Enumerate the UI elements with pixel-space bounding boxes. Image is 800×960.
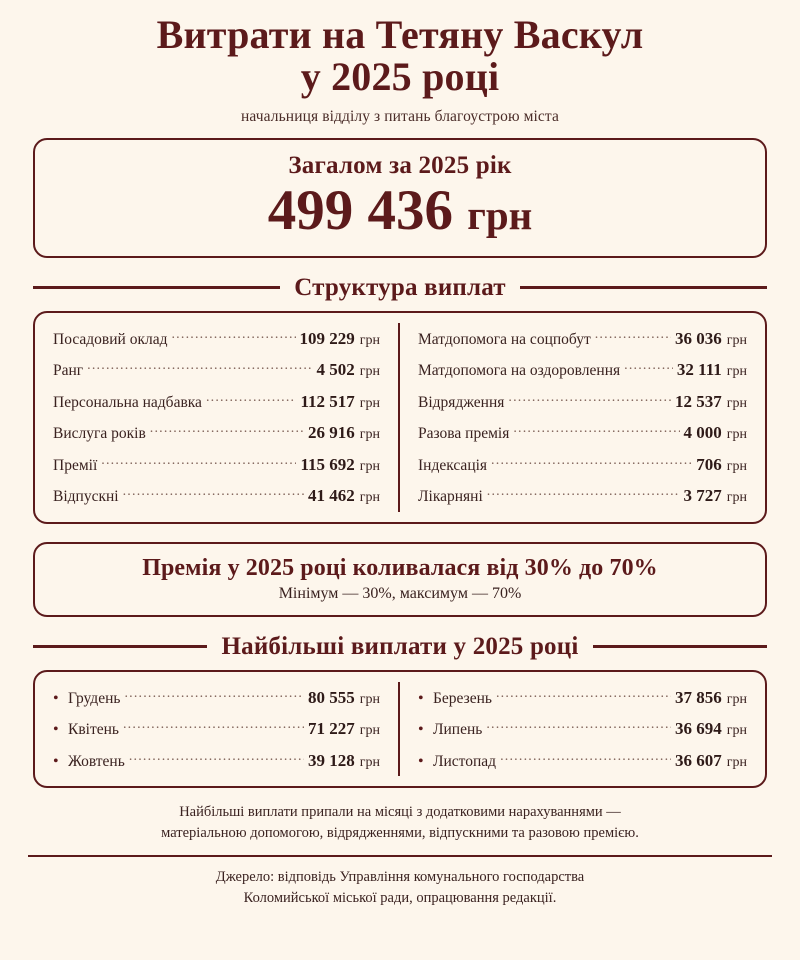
dot-leader [496, 687, 671, 703]
payout-label: Премії [53, 456, 98, 474]
dot-leader [487, 486, 680, 502]
payout-currency: грн [359, 458, 380, 474]
dot-leader [595, 328, 671, 344]
payout-currency: грн [726, 364, 747, 380]
dot-leader [171, 328, 295, 344]
dot-leader [101, 454, 296, 470]
premium-range-box [33, 542, 767, 617]
bullet-icon: • [53, 752, 59, 770]
dot-leader [124, 687, 304, 703]
payout-row [418, 745, 747, 777]
payout-value: 37 856 [675, 687, 722, 707]
payout-label: Вислуга років [53, 425, 146, 443]
payout-row [418, 713, 747, 745]
bullet-icon: • [418, 752, 424, 770]
payout-currency: грн [726, 332, 747, 348]
heading-rule-left [33, 645, 207, 648]
payout-currency: грн [359, 364, 380, 380]
payout-label: Жовтень [68, 752, 125, 770]
payout-label: Матдопомога на соцпобут [418, 330, 591, 348]
payout-value: 26 916 [308, 423, 355, 443]
title-line-2: у 2025 році [300, 54, 500, 100]
structure-column-right [400, 323, 765, 512]
payout-currency: грн [726, 458, 747, 474]
payout-value: 36 694 [675, 719, 722, 739]
payout-currency: грн [726, 395, 747, 411]
payout-value: 41 462 [308, 486, 355, 506]
heading-rule-left [33, 286, 280, 289]
dot-leader [513, 423, 679, 439]
bullet-icon: • [418, 721, 424, 739]
total-amount-unit: грн [467, 191, 533, 238]
top-payouts-panel [33, 670, 767, 789]
payout-label: Лікарняні [418, 488, 483, 506]
top-payouts-column-left [35, 682, 400, 777]
payout-currency: грн [359, 395, 380, 411]
top-payouts-section-heading [33, 633, 767, 661]
dot-leader [508, 391, 671, 407]
payout-row [53, 354, 380, 386]
payout-label: Відрядження [418, 393, 505, 411]
payout-row [53, 323, 380, 355]
payout-value: 109 229 [299, 328, 355, 348]
total-amount [55, 178, 745, 242]
payout-label: Матдопомога на оздоровлення [418, 362, 621, 380]
page-subtitle: начальниця відділу з питань благоустрою міста [241, 107, 559, 125]
dot-leader [206, 391, 297, 407]
dot-leader [129, 750, 304, 766]
payout-label: Посадовий оклад [53, 330, 168, 348]
payout-currency: грн [726, 691, 747, 707]
dot-leader [491, 454, 692, 470]
heading-rule-right [593, 645, 767, 648]
dot-leader [150, 423, 304, 439]
footnote-line-2: матеріальною допомогою, відрядженнями, відпускними та разовою премією. [161, 825, 639, 842]
payout-value: 706 [696, 454, 722, 474]
payout-value: 115 692 [300, 454, 355, 474]
dot-leader [123, 719, 304, 735]
payout-label: Грудень [68, 689, 121, 707]
payout-currency: грн [726, 427, 747, 443]
payout-value: 36 036 [675, 328, 722, 348]
payout-row [53, 386, 380, 418]
payout-row [418, 480, 747, 512]
structure-section-title: Структура виплат [294, 273, 506, 301]
payout-value: 4 502 [316, 360, 355, 380]
payout-row [53, 449, 380, 481]
footer-divider [28, 855, 772, 857]
source-line-1: Джерело: відповідь Управління комунального господарства [215, 869, 585, 886]
payout-value: 32 111 [676, 360, 722, 380]
dot-leader [123, 486, 304, 502]
payout-value: 4 000 [683, 423, 722, 443]
payout-row [53, 745, 380, 777]
payout-row [418, 323, 747, 355]
top-payouts-section-title: Найбільші виплати у 2025 році [221, 632, 579, 660]
payout-row [53, 713, 380, 745]
source-note [60, 867, 740, 909]
payout-label: Персональна надбавка [53, 393, 202, 411]
payout-currency: грн [726, 490, 747, 506]
payout-currency: грн [359, 332, 380, 348]
payout-value: 112 517 [300, 391, 355, 411]
total-amount-value: 499 436 [267, 178, 453, 242]
payout-label: Разова премія [418, 425, 510, 443]
bullet-icon: • [53, 689, 59, 707]
source-line-2: Коломийської міської ради, опрацювання редакції. [243, 890, 557, 907]
structure-columns [35, 313, 765, 522]
payout-value: 39 128 [308, 750, 355, 770]
payout-currency: грн [359, 427, 380, 443]
payout-row [418, 386, 747, 418]
footnote [60, 802, 740, 844]
dot-leader [486, 719, 671, 735]
payout-row [53, 417, 380, 449]
payout-value: 36 607 [675, 750, 722, 770]
bullet-icon: • [53, 721, 59, 739]
dot-leader [87, 360, 312, 376]
structure-section-heading [33, 274, 767, 302]
title-line-1: Витрати на Тетяну Васкул [156, 12, 644, 57]
top-payouts-columns [35, 672, 765, 787]
payout-value: 71 227 [308, 719, 355, 739]
payout-row [418, 449, 747, 481]
payout-label: Ранг [53, 362, 84, 380]
payout-label: Індексація [418, 456, 488, 474]
payout-value: 12 537 [675, 391, 722, 411]
structure-panel [33, 311, 767, 524]
payout-label: Відпускні [53, 488, 119, 506]
payout-row [418, 682, 747, 714]
payout-row [53, 682, 380, 714]
total-label: Загалом за 2025 рік [288, 151, 512, 179]
payout-label: Липень [433, 721, 483, 739]
premium-headline: Премія у 2025 році коливалася від 30% до 70% [142, 554, 658, 581]
total-box [33, 138, 767, 258]
page-title [30, 14, 770, 99]
header [0, 0, 800, 126]
payout-currency: грн [359, 754, 380, 770]
footnote-line-1: Найбільші виплати припали на місяці з додатковими нарахуваннями — [179, 804, 621, 821]
payout-row [418, 417, 747, 449]
payout-row [418, 354, 747, 386]
payout-label: Квітень [68, 721, 119, 739]
top-payouts-column-right [400, 682, 765, 777]
dot-leader [500, 750, 671, 766]
payout-currency: грн [726, 723, 747, 739]
payout-currency: грн [359, 723, 380, 739]
heading-rule-right [520, 286, 767, 289]
dot-leader [624, 360, 673, 376]
payout-currency: грн [726, 754, 747, 770]
payout-value: 80 555 [308, 687, 355, 707]
payout-currency: грн [359, 691, 380, 707]
payout-row [53, 480, 380, 512]
payout-label: Листопад [433, 752, 497, 770]
bullet-icon: • [418, 689, 424, 707]
premium-subline: Мінімум — 30%, максимум — 70% [278, 584, 522, 602]
structure-column-left [35, 323, 400, 512]
payout-value: 3 727 [683, 486, 722, 506]
payout-label: Березень [433, 689, 492, 707]
payout-currency: грн [359, 490, 380, 506]
